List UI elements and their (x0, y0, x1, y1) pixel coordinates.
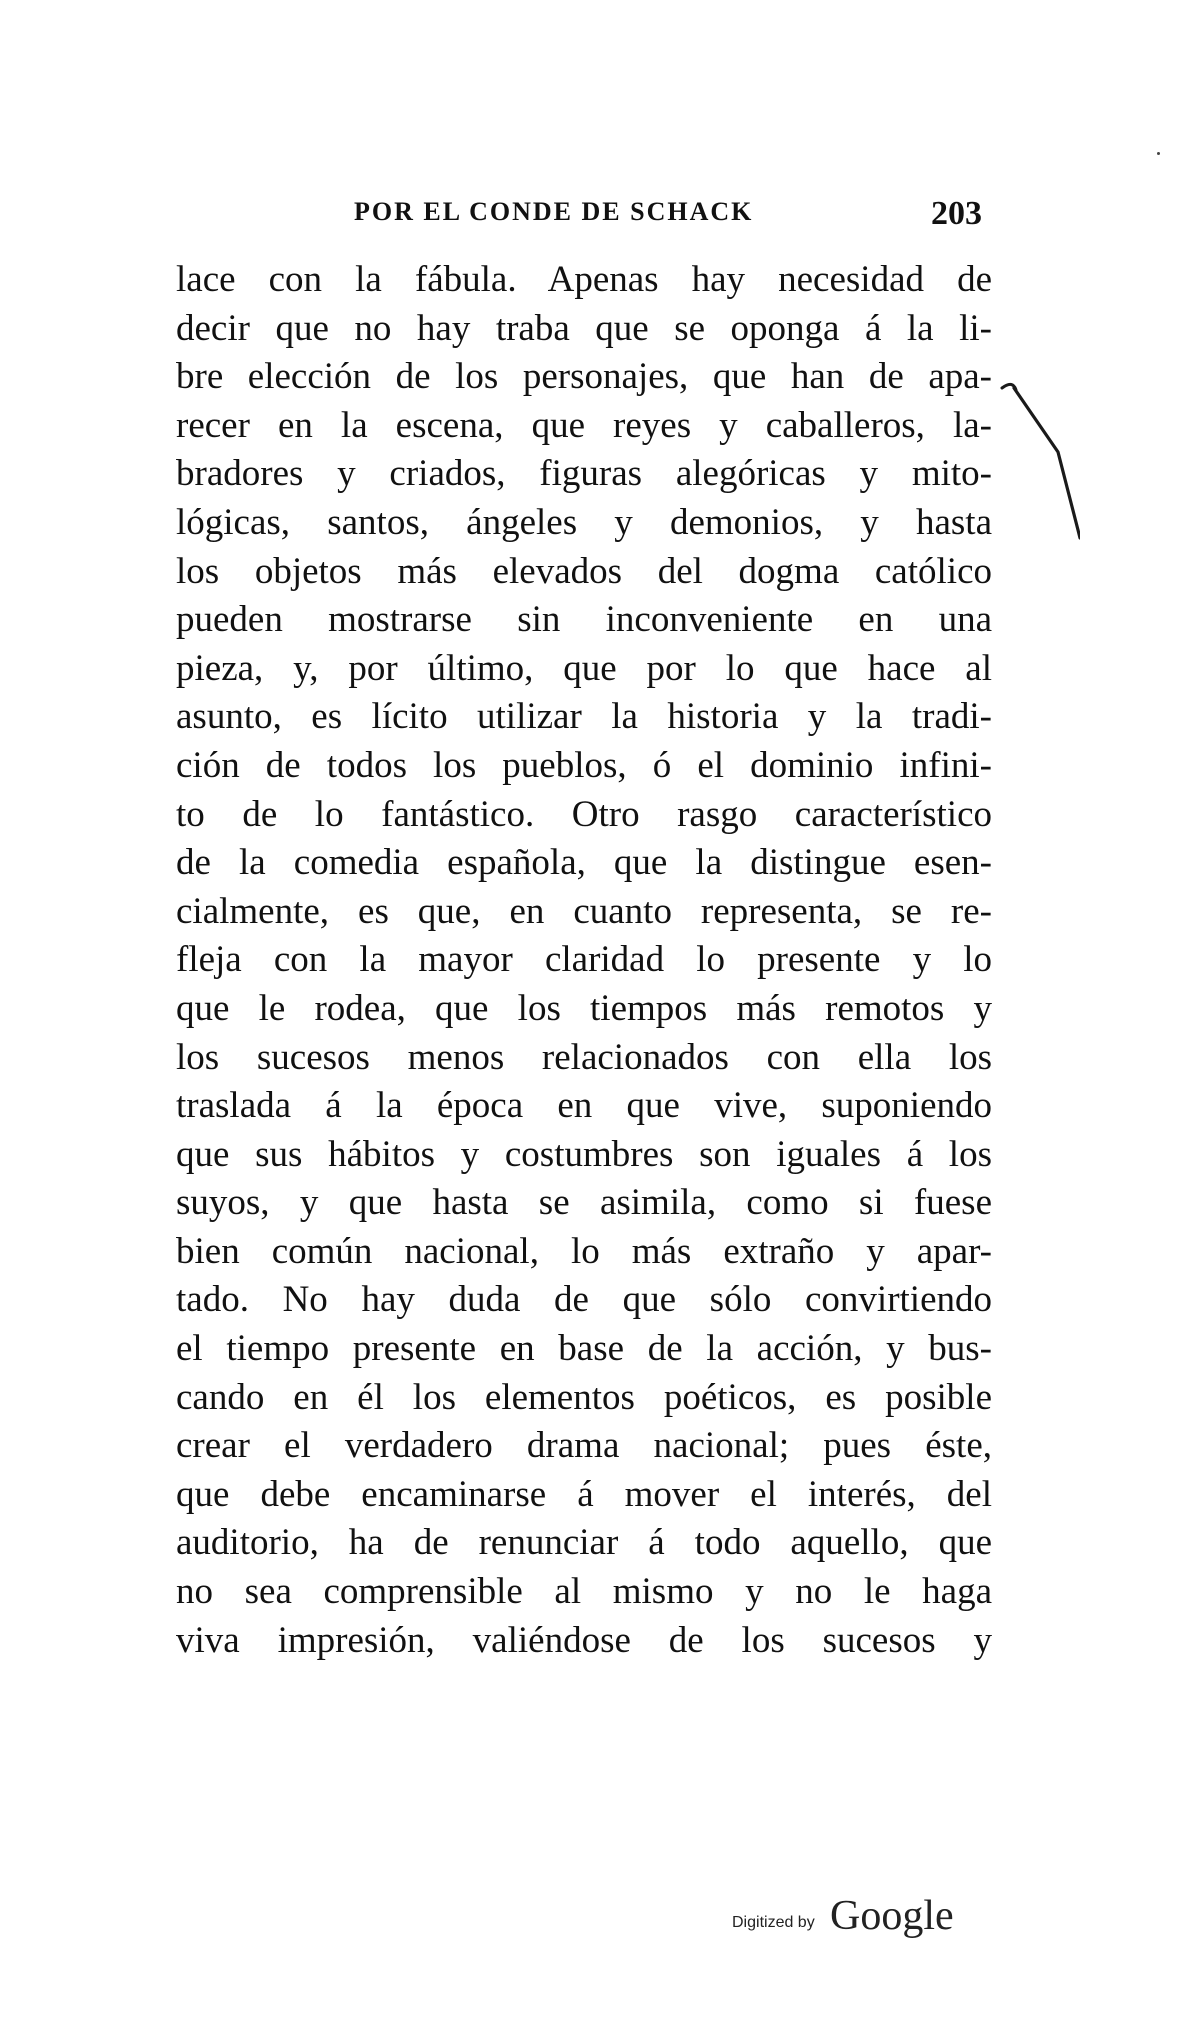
text-line: asunto, es lícito utilizar la historia y la tradi- (176, 696, 992, 738)
text-line: decir que no hay traba que se oponga á la li- (176, 307, 992, 349)
running-head (176, 195, 992, 235)
text-line: suyos, y que hasta se asimila, como si fuese (176, 1182, 992, 1224)
text-line: viva impresión, valiéndose de los sucesos y (176, 1619, 992, 1661)
text-line: no sea comprensible al mismo y no le haga (176, 1571, 992, 1613)
text-line: los sucesos menos relacionados con ella los (176, 1036, 992, 1078)
page-number: 203 (931, 195, 982, 232)
text-line: pieza, y, por último, que por lo que hace al (176, 647, 992, 689)
text-line: to de lo fantástico. Otro rasgo característico (176, 793, 992, 835)
text-line: ción de todos los pueblos, ó el dominio infini- (176, 744, 992, 786)
paper-speck (1157, 152, 1160, 155)
margin-pencil-mark (1000, 380, 1080, 560)
text-line: que debe encaminarse á mover el interés, del (176, 1473, 992, 1515)
text-line: auditorio, ha de renunciar á todo aquello, que (176, 1522, 992, 1564)
text-line: de la comedia española, que la distingue esen- (176, 842, 992, 884)
text-line: fleja con la mayor claridad lo presente y lo (176, 939, 992, 981)
watermark-prefix: Digitized by (732, 1914, 815, 1931)
text-line: bien común nacional, lo más extraño y apar- (176, 1230, 992, 1272)
google-logo: Google (830, 1893, 954, 1939)
text-line: los objetos más elevados del dogma católico (176, 550, 992, 592)
text-line: bradores y criados, figuras alegóricas y mito- (176, 453, 992, 495)
text-line: crear el verdadero drama nacional; pues éste, (176, 1425, 992, 1467)
text-line: tado. No hay duda de que sólo convirtiendo (176, 1279, 992, 1321)
running-title: POR EL CONDE DE SCHACK (354, 197, 754, 226)
text-line: lace con la fábula. Apenas hay necesidad de (176, 259, 992, 300)
text-line: pueden mostrarse sin inconveniente en una (176, 599, 992, 641)
digitized-watermark (732, 1880, 992, 1940)
text-line: recer en la escena, que reyes y caballeros, la- (176, 404, 992, 446)
text-line: el tiempo presente en base de la acción, y bus- (176, 1328, 992, 1370)
text-line: cialmente, es que, en cuanto representa, se re- (176, 890, 992, 932)
text-line: bre elección de los personajes, que han de apa- (176, 356, 992, 398)
text-line: cando en él los elementos poéticos, es posible (176, 1376, 992, 1418)
body-text (176, 256, 992, 1665)
text-line: traslada á la época en que vive, suponiendo (176, 1085, 992, 1127)
text-line: lógicas, santos, ángeles y demonios, y hasta (176, 501, 992, 543)
text-line: que sus hábitos y costumbres son iguales á los (176, 1133, 992, 1175)
text-line: que le rodea, que los tiempos más remotos y (176, 987, 992, 1029)
